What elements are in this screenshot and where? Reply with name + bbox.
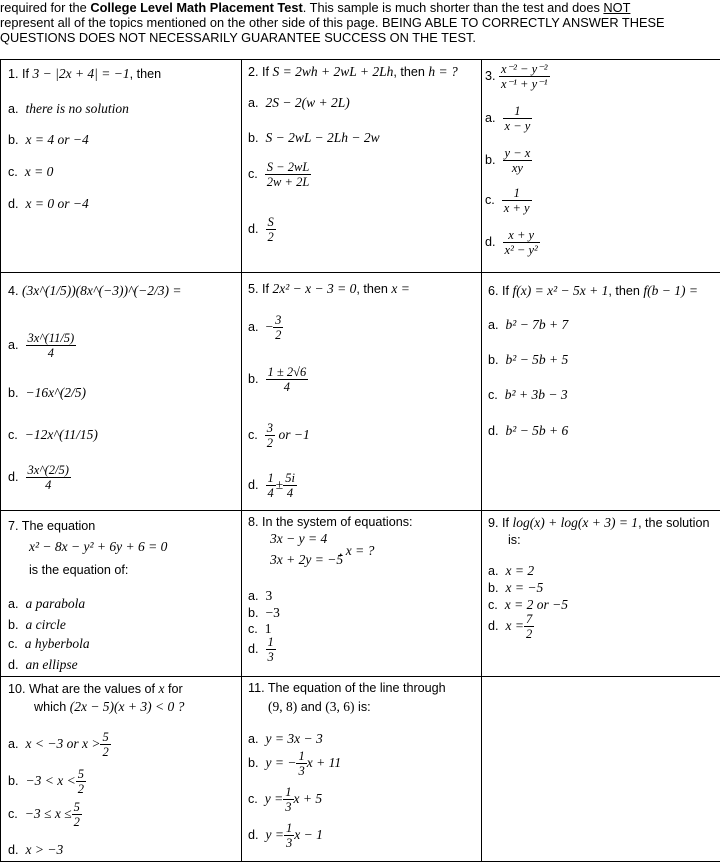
instructions [0,0,720,45]
q10-option-a[interactable]: a. x < −3 or x > $\frac{5}{2}$ [8,730,111,759]
q4-option-c[interactable]: c. −12x^(11/15) [8,427,98,443]
q5-option-d[interactable]: d. $\frac{1}{4}$ ± $\frac{5i}{4}$ [248,471,297,500]
q5-option-b[interactable]: b. $\frac{1 \pm 2√6}{4}$ [248,365,308,394]
test-name: College Level Math Placement Test [90,0,302,15]
not-emphasis: NOT [603,0,630,15]
q1-option-b[interactable]: b. x = 4 or −4 [8,132,89,148]
question-6: 6. If f(x) = x² − 5x + 1, then f(b − 1) = a. b² − 7b + 7 b. b² − 5b + 5 c. b² + 3b − 3 d. b² − 5b + 6 [482,273,720,511]
q5-option-a[interactable]: a. − $\frac{3}{2}$ [248,313,283,342]
q9-option-d[interactable]: d. x = $\frac{7}{2}$ [488,612,534,641]
q2-option-d[interactable]: d. $\frac{S}{2}$ [248,215,276,244]
q3-option-c[interactable]: c. $\frac{1}{x + y}$ [485,186,532,215]
q11-option-c[interactable]: c. y = $\frac{1}{3}$ x + 5 [248,785,322,814]
q10-option-b[interactable]: b. −3 < x < $\frac{5}{2}$ [8,767,86,796]
question-9: 9. If log(x) + log(x + 3) = 1, the solution is: a. x = 2 b. x = −5 c. x = 2 or −5 d. x = $\frac{7}{2}$ [482,511,720,677]
q1-option-c[interactable]: c. x = 0 [8,164,53,180]
q8-option-d[interactable]: d. $\frac{1}{3}$ [248,635,276,664]
q10-option-c[interactable]: c. −3 ≤ x ≤ $\frac{5}{2}$ [8,800,82,829]
q11-option-d[interactable]: d. y = $\frac{1}{3}$ x − 1 [248,821,323,850]
q8-option-c[interactable]: c. 1 [248,621,272,637]
q11-option-b[interactable]: b. y = − $\frac{1}{3}$ x + 11 [248,749,341,778]
question-7: 7. The equation x² − 8x − y² + 6y + 6 = 0 is the equation of: a. a parabola b. a circle c. a hyberbola d. an ellipse [1,511,242,677]
q11-option-a[interactable]: a. y = 3x − 3 [248,731,323,747]
question-8: 8. In the system of equations: 3x − y = 4 3x + 2y = −5 , x = ? a. 3 b. −3 c. 1 d. $\frac{1}{3}$ [242,511,482,677]
q6-option-c[interactable]: c. b² + 3b − 3 [488,387,568,403]
q10-option-d[interactable]: d. x > −3 [8,842,63,858]
question-2: 2. If S = 2wh + 2wL + 2Lh, then h = ? a. 2S − 2(w + 2L) b. S − 2wL − 2Lh − 2w c. $\frac{S - 2wL}{2w + 2L}$ d. $\frac{S}{2}$ [242,60,482,273]
instructions-line-2: represent all of the topics mentioned on the other side of this page. BEING ABLE TO CORRECTLY ANSWER THESE [0,15,720,30]
q3-option-d[interactable]: d. $\frac{x + y}{\text{x² − y²}}$ [485,228,540,257]
q5-option-c[interactable]: c. $\frac{3}{2}$ or −1 [248,421,310,450]
q2-option-c[interactable]: c. $\frac{S - 2wL}{2w + 2L}$ [248,160,311,189]
question-grid [0,59,720,862]
q1-option-a[interactable]: a. there is no solution [8,101,129,117]
q6-option-b[interactable]: b. b² − 5b + 5 [488,352,568,368]
q4-option-b[interactable]: b. −16x^(2/5) [8,385,86,401]
q8-option-b[interactable]: b. −3 [248,605,280,621]
q9-option-c[interactable]: c. x = 2 or −5 [488,597,568,613]
q2-option-a[interactable]: a. 2S − 2(w + 2L) [248,95,350,111]
q3-option-a[interactable]: a. $\frac{1}{x - y}$ [485,104,532,133]
q9-option-a[interactable]: a. x = 2 [488,563,534,579]
question-4: 4. (3x^(1/5))(8x^(−3))^(−2/3) = a. $\frac{3x\^{}(11/5)}{4}$ b. −16x^(2/5) c. −12x^(11/15) d. $\frac{3x\^{}(2/5)}{4}$ [1,273,242,511]
question-1: 1. If 3 − |2x + 4| = −1, then a. there is no solution b. x = 4 or −4 c. x = 0 d. x = 0 or −4 [1,60,242,273]
q8-option-a[interactable]: a. 3 [248,588,272,604]
q4-option-a[interactable]: a. $\frac{3x\^{}(11/5)}{4}$ [8,331,76,360]
q1-option-d[interactable]: d. x = 0 or −4 [8,196,89,212]
q7-option-d[interactable]: d. an ellipse [8,657,78,673]
q4-option-d[interactable]: d. $\frac{3x\^{}(2/5)}{4}$ [8,463,71,492]
question-11: 11. The equation of the line through (9, 8) and (3, 6) is: a. y = 3x − 3 b. y = − $\frac{1}{3}$ x + 11 c. y = $\frac{1}{3}$ x + 5 d. y = $\frac{1}{3}$ x − 1 [242,677,482,862]
q7-option-c[interactable]: c. a hyberbola [8,636,90,652]
instructions-line-3: QUESTIONS DOES NOT NECESSARILY GUARANTEE SUCCESS ON THE TEST. [0,30,720,45]
q9-option-b[interactable]: b. x = −5 [488,580,543,596]
q2-option-b[interactable]: b. S − 2wL − 2Lh − 2w [248,130,380,146]
instructions-line-1: required for the College Level Math Placement Test. This sample is much shorter than the test and does NOT [0,0,720,15]
question-5: 5. If 2x² − x − 3 = 0, then x = a. − $\frac{3}{2}$ b. $\frac{1 \pm 2√6}{4}$ c. $\frac{3}{2}$ or −1 d. $\frac{1}{4}$ ± $\frac{5i}{4}$ [242,273,482,511]
question-3: 3. $\frac{\text{x⁻² − y⁻²}}{\text{x⁻¹ + y⁻¹}}$ a. $\frac{1}{x - y}$ b. $\frac{y - x}{xy}$ c. $\frac{1}{x + y}$ d. $\frac{x + y}{\text{x² − y²}}$ [482,60,720,273]
question-10: 10. What are the values of x for which (2x − 5)(x + 3) < 0 ? a. x < −3 or x > $\frac{5}{2}$ b. −3 < x < $\frac{5}{2}$ c. −3 ≤ x ≤ $\frac{5}{2}$ d. x > −3 [1,677,242,862]
q6-option-d[interactable]: d. b² − 5b + 6 [488,423,568,439]
q7-option-a[interactable]: a. a parabola [8,596,85,612]
q7-option-b[interactable]: b. a circle [8,617,66,633]
q6-option-a[interactable]: a. b² − 7b + 7 [488,317,568,333]
q3-option-b[interactable]: b. $\frac{y - x}{xy}$ [485,146,532,175]
empty-cell [482,677,720,862]
